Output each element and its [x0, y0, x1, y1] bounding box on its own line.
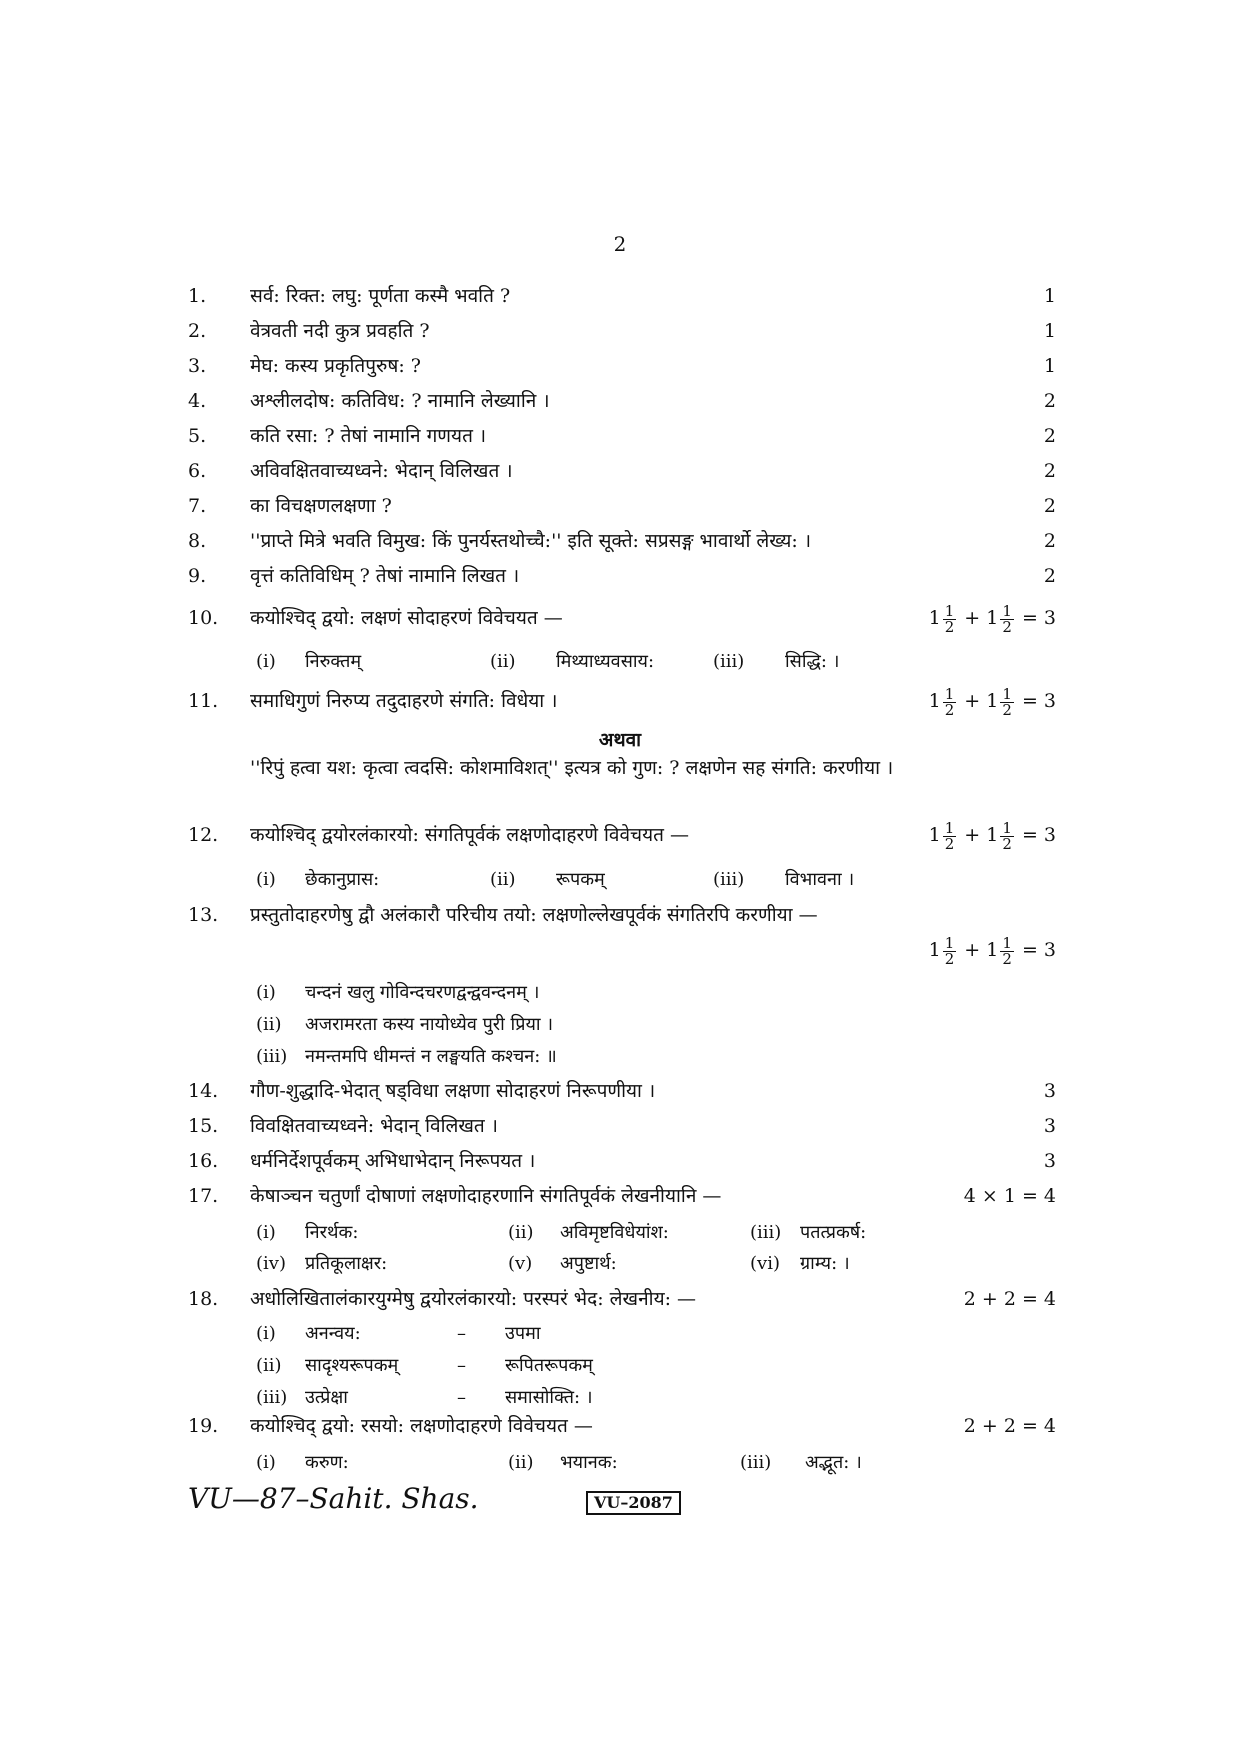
q18-pair-a: अनन्वय:: [305, 1323, 361, 1344]
question-13: 13. प्रस्तुतोदाहरणेषु द्वौ अलंकारौ परिचीय तयो: लक्षणोल्लेखपूर्वकं संगतिरपि करणीया —: [188, 904, 818, 926]
q19-opt-label: (i): [256, 1452, 276, 1473]
q18-pair-a: उत्प्रेक्षा: [305, 1387, 348, 1408]
q18-pair-b: रूपितरूपकम्: [505, 1355, 593, 1376]
q10-opt-label: (ii): [490, 651, 516, 672]
q12-opt-label: (iii): [713, 869, 745, 890]
q19-opt-label: (iii): [740, 1452, 772, 1473]
q18-pair-dash: –: [457, 1323, 466, 1344]
or-question-text: ''रिपुं हत्वा यश: कृत्वा त्वदसि: कोशमाविशत्'' इत्यत्र को गुण: ? लक्षणेन सह संगति: करणीया ।: [250, 757, 894, 779]
q13-line-label: (ii): [256, 1014, 282, 1035]
question-3: 3. मेघ: कस्य प्रकृतिपुरुष: ? 1: [188, 355, 1056, 377]
q17-opt-label: (vi): [750, 1253, 780, 1274]
q18-pair-dash: –: [457, 1387, 466, 1408]
question-2: 2. वेत्रवती नदी कुत्र प्रवहति ? 1: [188, 320, 1056, 342]
q17-opt-label: (ii): [508, 1222, 534, 1243]
q13-line-label: (i): [256, 982, 276, 1003]
q17-opt: निरर्थक:: [305, 1222, 359, 1243]
question-7: 7. का विचक्षणलक्षणा ? 2: [188, 495, 1056, 517]
q17-opt-label: (v): [508, 1253, 533, 1274]
question-10: 10. कयोश्चिद् द्वयो: लक्षणं सोदाहरणं विवेचयत — 1 $\frac{1}{2}$ + 1 $\frac{1}{2}$ = 3: [188, 601, 1056, 636]
question-15: 15. विवक्षितवाच्यध्वने: भेदान् विलिखत । 3: [188, 1115, 1056, 1137]
q17-opt-label: (i): [256, 1222, 276, 1243]
page-number: 2: [613, 232, 627, 256]
q13-line-label: (iii): [256, 1046, 288, 1067]
q17-opt: पतत्प्रकर्ष:: [800, 1222, 867, 1243]
q12-opt-label: (i): [256, 869, 276, 890]
q17-opt: अपुष्टार्थ:: [560, 1253, 617, 1274]
question-14: 14. गौण-शुद्धादि-भेदात् षड्विधा लक्षणा सोदाहरणं निरूपणीया । 3: [188, 1080, 1056, 1102]
q17-opt: ग्राम्य: ।: [800, 1253, 850, 1274]
question-4: 4. अश्लीलदोष: कतिविध: ? नामानि लेख्यानि । 2: [188, 390, 1056, 412]
q18-pair-a: सादृश्यरूपकम्: [305, 1355, 399, 1376]
q19-opt: अद्भूत: ।: [805, 1452, 862, 1473]
q13-line: चन्दनं खलु गोविन्दचरणद्वन्द्ववन्दनम् ।: [305, 982, 540, 1003]
q12-opt-label: (ii): [490, 869, 516, 890]
q18-pair-label: (ii): [256, 1355, 282, 1376]
q12-opt: छेकानुप्रास:: [305, 869, 380, 890]
q13-line: नमन्तमपि धीमन्तं न लङ्घयति कश्चन: ॥: [305, 1046, 557, 1067]
mixed-marks: 1 $\frac{1}{2}$ + 1 $\frac{1}{2}$ = 3: [928, 933, 1056, 968]
mixed-marks: 1 $\frac{1}{2}$ + 1 $\frac{1}{2}$ = 3: [928, 684, 1056, 719]
q18-pair-label: (i): [256, 1323, 276, 1344]
q10-opt-label: (iii): [713, 651, 745, 672]
q18-pair-label: (iii): [256, 1387, 288, 1408]
q13-line: अजरामरता कस्य नायोध्येव पुरी प्रिया ।: [305, 1014, 554, 1035]
footer-paper-code: VU—87–Sahit. Shas.: [188, 1482, 479, 1515]
question-6: 6. अविवक्षितवाच्यध्वने: भेदान् विलिखत । 2: [188, 460, 1056, 482]
question-16: 16. धर्मनिर्देशपूर्वकम् अभिधाभेदान् निरूपयत । 3: [188, 1150, 1056, 1172]
q12-opt: विभावना ।: [785, 869, 855, 890]
q17-opt-label: (iii): [750, 1222, 782, 1243]
question-18: 18. अधोलिखितालंकारयुग्मेषु द्वयोरलंकारयो: परस्परं भेद: लेखनीय: — 2 + 2 = 4: [188, 1288, 1056, 1310]
q10-opt: निरुक्तम्: [305, 651, 362, 672]
footer-box-code: VU–2087: [586, 1491, 681, 1515]
q10-opt: सिद्धि: ।: [785, 651, 840, 672]
mixed-marks: 1 $\frac{1}{2}$ + 1 $\frac{1}{2}$ = 3: [928, 601, 1056, 636]
q18-pair-b: समासोक्ति: ।: [505, 1387, 593, 1408]
question-11: 11. समाधिगुणं निरुप्य तदुदाहरणे संगति: विधेया । 1 $\frac{1}{2}$ + 1 $\frac{1}{2}$ = 3: [188, 684, 1056, 719]
question-1: 1. सर्व: रिक्त: लघु: पूर्णता कस्मै भवति ? 1: [188, 285, 1056, 307]
q17-opt: अविमृष्टविधेयांश:: [560, 1222, 669, 1243]
q19-opt: करुण:: [305, 1452, 349, 1473]
question-13-marks: [188, 933, 1056, 968]
q17-opt: प्रतिकूलाक्षर:: [305, 1253, 388, 1274]
question-19: 19. कयोश्चिद् द्वयो: रसयो: लक्षणोदाहरणे विवेचयत — 2 + 2 = 4: [188, 1415, 1056, 1437]
question-9: 9. वृत्तं कतिविधिम् ? तेषां नामानि लिखत । 2: [188, 565, 1056, 587]
question-12: 12. कयोश्चिद् द्वयोरलंकारयो: संगतिपूर्वकं लक्षणोदाहरणे विवेचयत — 1 $\frac{1}{2}$ + 1 $\frac{1}{2}$ = 3: [188, 818, 1056, 853]
or-label: अथवा: [598, 729, 642, 751]
q18-pair-dash: –: [457, 1355, 466, 1376]
q18-pair-b: उपमा: [505, 1323, 541, 1344]
q10-opt: मिथ्याध्यवसाय:: [556, 651, 655, 672]
q17-opt-label: (iv): [256, 1253, 286, 1274]
question-5: 5. कति रसा: ? तेषां नामानि गणयत । 2: [188, 425, 1056, 447]
q19-opt: भयानक:: [560, 1452, 618, 1473]
q10-opt-label: (i): [256, 651, 276, 672]
question-8: 8. ''प्राप्ते मित्रे भवति विमुख: किं पुनर्यस्तथोच्चै:'' इति सूक्ते: सप्रसङ्ग भावार्थो लेख्य: । 2: [188, 530, 1056, 552]
q19-opt-label: (ii): [508, 1452, 534, 1473]
question-17: 17. केषाञ्चन चतुर्णां दोषाणां लक्षणोदाहरणानि संगतिपूर्वकं लेखनीयानि — 4 × 1 = 4: [188, 1185, 1056, 1207]
q12-opt: रूपकम्: [556, 869, 605, 890]
mixed-marks: 1 $\frac{1}{2}$ + 1 $\frac{1}{2}$ = 3: [928, 818, 1056, 853]
